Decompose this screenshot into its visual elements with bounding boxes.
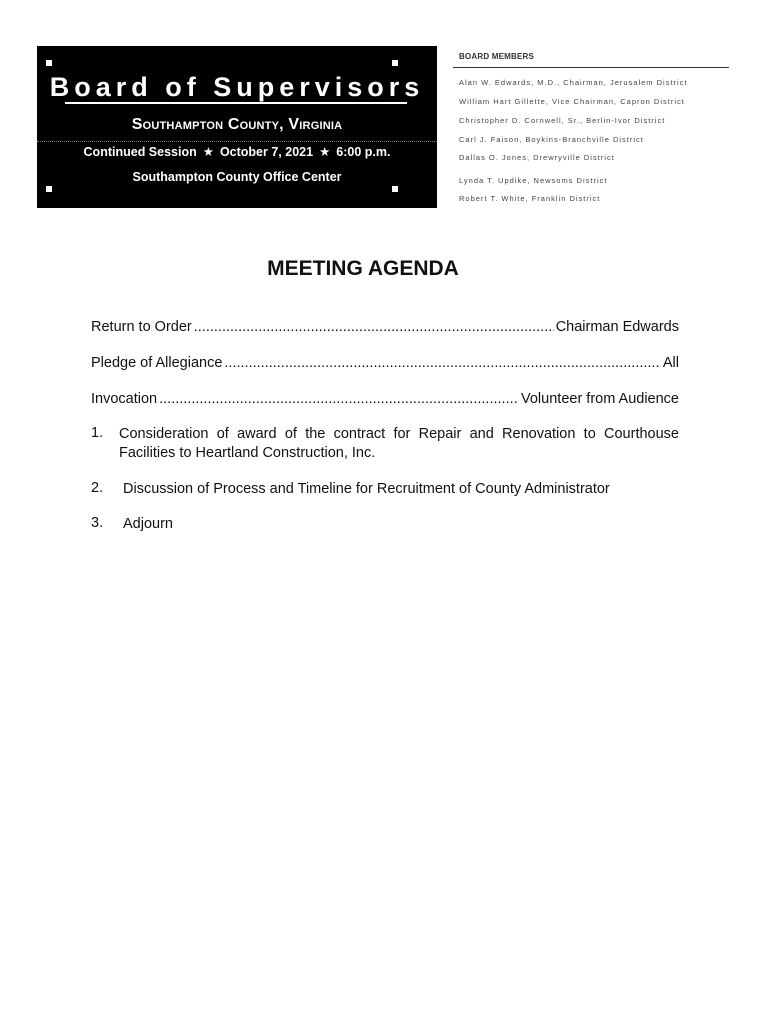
session-type: Continued Session xyxy=(83,145,197,159)
agenda-numbered-item xyxy=(91,480,679,499)
agenda-item-text: Adjourn xyxy=(123,516,173,532)
corner-square-icon xyxy=(392,186,398,192)
agenda-item-label: Pledge of Allegiance xyxy=(91,355,223,371)
corner-square-icon xyxy=(392,60,398,66)
board-member: Carl J. Faison, Boykins-Branchville District xyxy=(459,135,644,144)
agenda-title: MEETING AGENDA xyxy=(267,257,459,280)
agenda-item-text: Consideration of award of the contract for Repair and Renovation to Courthouse Facilities to Heartland Construction, Inc. xyxy=(119,426,679,461)
board-header-banner xyxy=(37,46,437,208)
dotted-divider xyxy=(37,141,437,142)
agenda-item-responsible: All xyxy=(662,355,679,371)
board-member: Lynda T. Updike, Newsoms District xyxy=(459,176,608,185)
dot-leader xyxy=(224,355,660,371)
agenda-item-text: Discussion of Process and Timeline for Recruitment of County Administrator xyxy=(123,481,610,497)
board-member: Alan W. Edwards, M.D., Chairman, Jerusalem District xyxy=(459,78,688,87)
star-icon: ★ xyxy=(202,145,214,159)
agenda-opening-item xyxy=(91,391,679,407)
session-time: 6:00 p.m. xyxy=(336,145,391,159)
agenda-opening-item xyxy=(91,319,679,335)
board-members-divider xyxy=(453,67,729,68)
agenda-item-responsible: Volunteer from Audience xyxy=(521,391,679,407)
corner-square-icon xyxy=(46,186,52,192)
agenda-opening-item xyxy=(91,355,679,371)
board-members-panel xyxy=(459,52,739,203)
agenda-numbered-item xyxy=(91,425,679,463)
agenda-item-label: Return to Order xyxy=(91,319,192,335)
session-date: October 7, 2021 xyxy=(219,145,314,159)
county-name: Southampton County, Virginia xyxy=(131,116,343,133)
agenda-item-number: 2. xyxy=(91,480,104,496)
star-icon: ★ xyxy=(319,145,331,159)
dot-leader xyxy=(194,319,554,335)
board-member: Robert T. White, Franklin District xyxy=(459,194,601,203)
agenda-item-number: 1. xyxy=(91,425,104,441)
agenda-item-responsible: Chairman Edwards xyxy=(555,319,679,335)
board-member: William Hart Gillette, Vice Chairman, Capron District xyxy=(459,97,685,106)
agenda-numbered-item xyxy=(91,515,679,534)
session-line xyxy=(37,144,437,159)
dot-leader xyxy=(159,391,519,407)
corner-square-icon xyxy=(46,60,52,66)
board-members-heading: BOARD MEMBERS xyxy=(459,52,535,61)
agenda-item-label: Invocation xyxy=(91,391,158,407)
agenda-item-number: 3. xyxy=(91,515,104,531)
board-member: Dallas O. Jones, Drewryville District xyxy=(459,153,615,162)
board-member: Christopher D. Cornwell, Sr., Berlin-Ivor District xyxy=(459,116,666,125)
title-divider xyxy=(65,102,407,104)
session-venue: Southampton County Office Center xyxy=(132,170,342,184)
board-title: Board of Supervisors xyxy=(49,72,425,102)
